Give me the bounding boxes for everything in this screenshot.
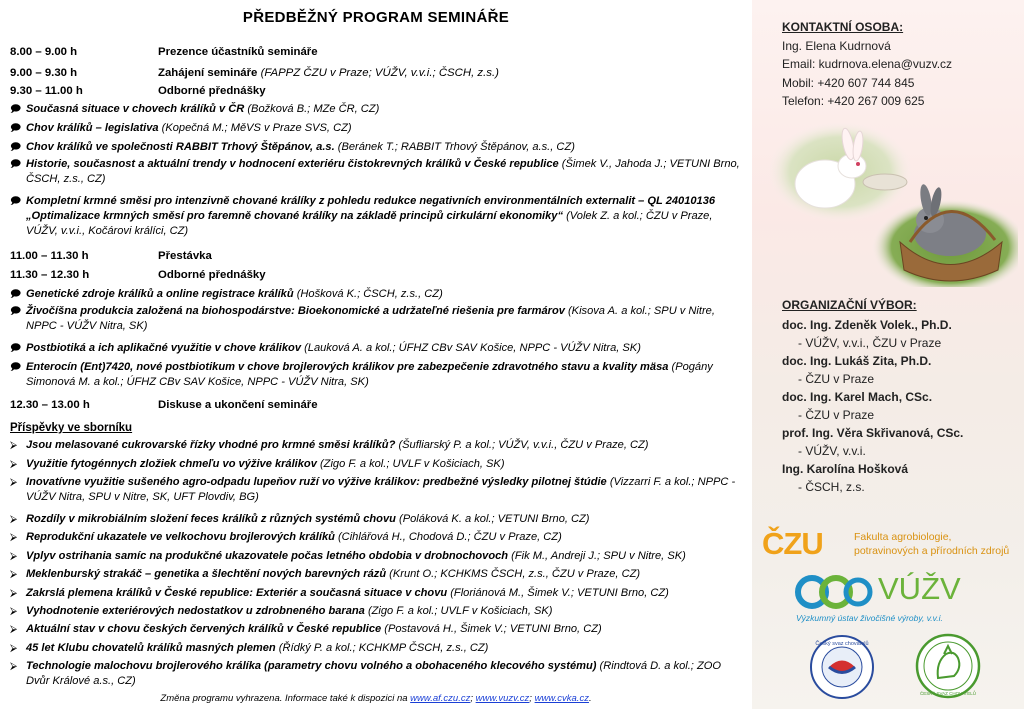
schedule-row: 11.30 – 12.30 h Odborné přednášky [10,269,266,281]
link-af-czu[interactable]: www.af.czu.cz [410,693,471,704]
arrow-bullet-icon: ⮚ [10,514,18,525]
committee-member-aff: - ČZU v Praze [798,408,875,422]
contact-phone: Telefon: +420 267 009 625 [782,94,925,108]
poster-item: ⮚ Reprodukční ukazatele ve velkochovu brojlerových králíků (Cihlářová H., Chodová D.; ČZU v Praze, CZ) [10,531,562,543]
czu-logo-mark: ČZU [762,526,823,561]
talk-item: 🗩 Kompletní krmné směsi pro intenzivně chované králíky z pohledu redukce negativních environmentálních externalit – QL 24010136 „Optimalizace krmných směsí pro faremně chované králíky na základě principů cirkulární ekonomiky“ (Volek Z. a kol.; ČZU v Praze, VÚŽV, v.v.i., Kočárovi králíci, CZ) [10,195,716,237]
poster-item: ⮚ Vplyv ostrihania samíc na produkčné ukazovatele počas letného obdobia v drobnochovoch (Fik M., Andreji J.; SPU v Nitre, SK) [10,550,686,562]
committee-list [782,316,963,496]
contact-email: Email: kudrnova.elena@vuzv.cz [782,57,953,71]
speech-bullet-icon: 🗩 [10,362,22,373]
poster-item: ⮚ Jsou melasované cukrovarské řízky vhodné pro krmné směsi králíků? (Šufliarský P. a kol.; VÚŽV, v.v.i., ČZU v Praze, CZ) [10,439,649,451]
talk-item: 🗩 Živočíšna produkcia založená na biohospodárstve: Bioekonomické a udržateľné riešenia pre farmárov (Kisova A. a kol.; SPU v Nitre, NPPC - VÚŽV Nitra, SK) [10,305,715,332]
cssch-seal-logo [807,634,877,700]
arrow-bullet-icon: ⮚ [10,569,18,580]
vuzv-logo-mark: VÚŽV [878,571,961,606]
vuzv-animals-icon [794,573,874,611]
czu-logo [762,528,1024,564]
arrow-bullet-icon: ⮚ [10,459,18,470]
arrow-bullet-icon: ⮚ [10,532,18,543]
seal1-text: Český svaz chovatelů [815,641,869,647]
speech-bullet-icon: 🗩 [10,104,22,115]
link-cvka[interactable]: www.cvka.cz [534,693,589,704]
committee-member-name: prof. Ing. Věra Skřivanová, CSc. [782,426,964,440]
committee-member-name: Ing. Karolína Hošková [782,462,909,476]
schedule-row: 9.00 – 9.30 h Zahájení semináře (FAPPZ ČZU v Praze; VÚŽV, v.v.i.; ČSCH, z.s.) [10,67,499,79]
arrow-bullet-icon: ⮚ [10,661,18,672]
program-title: PŘEDBĚŽNÝ PROGRAM SEMINÁŘE [242,9,510,26]
speech-bullet-icon: 🗩 [10,123,22,134]
poster-item: ⮚ Zakrslá plemena králíků v České republice: Exteriér a současná situace v chovu (Floriánová M., Šimek V.; VETUNI Brno, CZ) [10,587,669,599]
poster-item: ⮚ Aktuální stav v chovu českých červených králíků v České republice (Postavová H., Šimek V.; VETUNI Brno, CZ) [10,623,602,635]
talk-item: 🗩 Genetické zdroje králíků a online registrace králíků (Hošková K.; ČSCH, z.s., CZ) [10,288,443,300]
poster-item: ⮚ Meklenburský strakáč – genetika a šlechtění nových barevných rázů (Krunt O.; KCHKMS ČSCH, z.s., ČZU v Praze, CZ) [10,568,641,580]
arrow-bullet-icon: ⮚ [10,551,18,562]
contact-mobile: Mobil: +420 607 744 845 [782,76,915,90]
link-vuzv[interactable]: www.vuzv.cz [475,693,530,704]
committee-heading: ORGANIZAČNÍ VÝBOR: [782,298,917,312]
committee-member-name: doc. Ing. Karel Mach, CSc. [782,390,933,404]
talk-item: 🗩 Chov králíků ve společnosti RABBIT Trhový Štěpánov, a.s. (Beránek T.; RABBIT Trhový Štěpánov, a.s., CZ) [10,141,575,153]
schedule-row: 12.30 – 13.00 h Diskuse a ukončení semináře [10,399,318,411]
seal2-text: ČESKÝ SVAZ CHOVATELŮ [919,691,977,696]
poster-item: ⮚ Využitie fytogénnych zložiek chmeľu vo výžive králikov (Zigo F. a kol.; UVLF v Košiciach, SK) [10,458,505,470]
speech-bullet-icon: 🗩 [10,289,22,300]
talk-item: 🗩 Současná situace v chovech králíků v ČR (Božková B.; MZe ČR, CZ) [10,103,380,115]
posters-heading: Příspěvky ve sborníku [10,422,133,434]
vuzv-logo-sub: Výzkumný ústav živočišné výroby, v.v.i. [796,613,943,623]
arrow-bullet-icon: ⮚ [10,440,18,451]
cesky-svaz-seal-logo [914,632,982,700]
committee-member-aff: - ČSCH, z.s. [798,480,865,494]
contact-heading: KONTAKTNÍ OSOBA: [782,20,904,34]
schedule-row: 8.00 – 9.00 h Prezence účastníků semináře [10,46,318,58]
rabbit-photos [770,122,1018,287]
talk-item: 🗩 Chov králíků – legislativa (Kopečná M.; MěVS v Praze SVS, CZ) [10,122,352,134]
speech-bullet-icon: 🗩 [10,306,22,317]
arrow-bullet-icon: ⮚ [10,624,18,635]
arrow-bullet-icon: ⮚ [10,588,18,599]
footer-note: Změna programu vyhrazena. Informace také k dispozici na www.af.czu.cz; www.vuzv.cz; www.cvka.cz. [160,693,592,704]
vuzv-logo [794,573,1014,625]
committee-member-name: doc. Ing. Lukáš Zita, Ph.D. [782,354,932,368]
poster-item: ⮚ Technologie malochovu brojlerového králíka (parametry chovu volného a obohaceného klecového systému) (Rindtová D. a kol.; ZOO Dvůr Králové a.s., CZ) [10,660,721,687]
committee-member-aff: - ČZU v Praze [798,372,875,386]
schedule-row: 9.30 – 11.00 h Odborné přednášky [10,85,266,97]
poster-item: ⮚ Rozdíly v mikrobiálním složení feces králíků z různých systémů chovu (Poláková K. a kol.; VETUNI Brno, CZ) [10,513,590,525]
talk-item: 🗩 Historie, současnost a aktuální trendy v hodnocení exteriéru čistokrevných králíků v České republice (Šimek V., Jahoda J.; VETUNI Brno, ČSCH, z.s., CZ) [10,158,740,185]
bowl-icon [863,174,907,190]
schedule-row: 11.00 – 11.30 h Přestávka [10,250,212,262]
czu-logo-line2: potravinových a přírodních zdrojů [854,545,1010,557]
contact-name: Ing. Elena Kudrnová [782,39,891,53]
poster-item: ⮚ Vyhodnotenie exteriérových nedostatkov u zdrobneného barana (Zigo F. a kol.; UVLF v Košiciach, SK) [10,605,553,617]
info-panel [752,0,1024,709]
arrow-bullet-icon: ⮚ [10,606,18,617]
committee-member-aff: - VÚŽV, v.v.i. [798,444,866,458]
speech-bullet-icon: 🗩 [10,196,22,207]
committee-member-name: doc. Ing. Zdeněk Volek., Ph.D. [782,318,952,332]
speech-bullet-icon: 🗩 [10,343,22,354]
talk-item: 🗩 Postbiotiká a ich aplikačné využitie v chove králikov (Lauková A. a kol.; ÚFHZ CBv SAV Košice, NPPC - VÚŽV Nitra, SK) [10,342,641,354]
gray-rabbit-icon [900,183,1002,281]
arrow-bullet-icon: ⮚ [10,477,18,488]
committee-member-aff: - VÚŽV, v.v.i., ČZU v Praze [798,336,942,350]
poster-item: ⮚ Inovatívne využitie sušeného agro-odpadu lupeňov ruží vo výžive králikov: predbežné výsledky pilotnej štúdie (Vizzarri F. a kol.; NPPC - VÚŽV Nitra, SPU v Nitre, SK, UFT Plovdiv, BG) [10,476,736,503]
speech-bullet-icon: 🗩 [10,142,22,153]
speech-bullet-icon: 🗩 [10,159,22,170]
arrow-bullet-icon: ⮚ [10,643,18,654]
talk-item: 🗩 Enterocín (Ent)7420, nové postbiotikum v chove brojlerových králikov pre zabezpečenie zdravotného stavu a kvality mäsa (Pogány Simonová M. a kol.; ÚFHZ CBv SAV Košice, NPPC - VÚŽV Nitra, SK) [10,361,713,388]
czu-logo-line1: Fakulta agrobiologie, [854,531,952,543]
poster-item: ⮚ 45 let Klubu chovatelů králíků masných plemen (Řídký P. a kol.; KCHKMP ČSCH, z.s., CZ) [10,642,489,654]
